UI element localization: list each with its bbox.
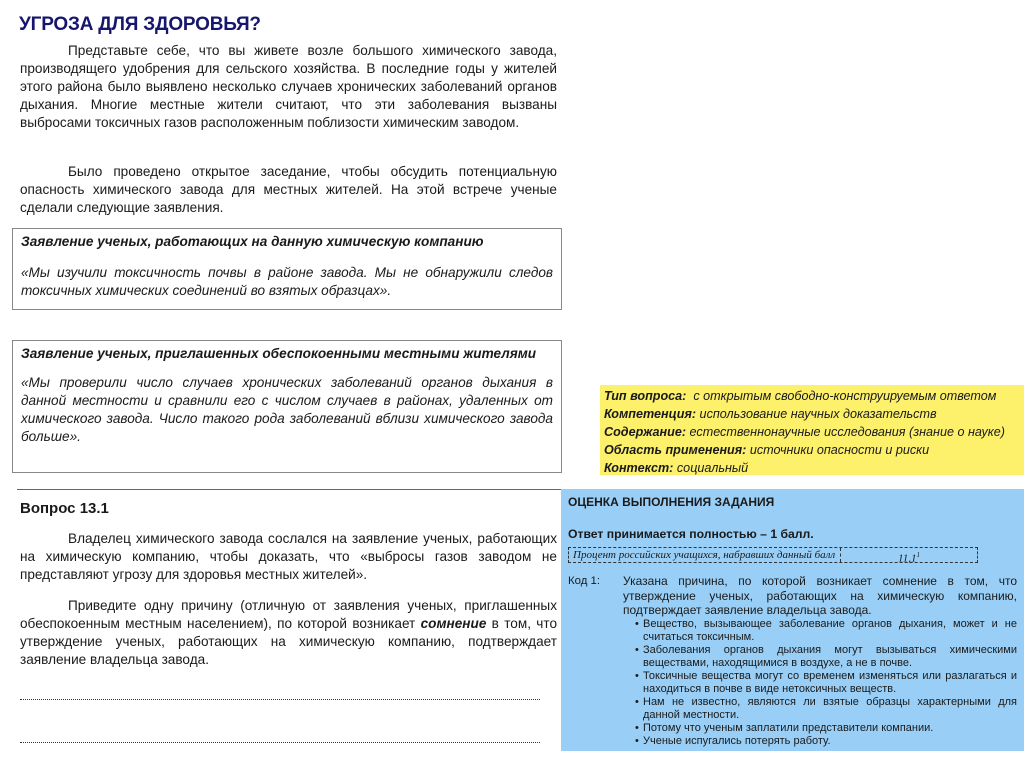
example-item: • Токсичные вещества могут со временем изменяться или разлагаться и находиться в почве в виде нетоксичных веществ. (635, 670, 1017, 696)
example-item: • Нам не известно, являются ли взятые образцы характерными для данной местности. (635, 696, 1017, 722)
example-item: • Ученые испугались потерять работу. (635, 735, 1017, 748)
intro-paragraph-1: Представьте себе, что вы живете возле большого химического завода, производящего удобрения для сельского хозяйства. В последние годы у жителей этого района было выявлено несколько случаев хронических заболеваний органов дыхания. Многие местные жители считают, что эти заболевания вызваны выбросами токсичных газов расположенным поблизости химическим заводом. (20, 43, 557, 130)
meta-key: Контекст: (604, 461, 674, 475)
percent-number: 11,1 (898, 552, 917, 565)
meta-key: Компетенция: (604, 407, 697, 421)
meta-value: с открытым свободно-конструируемым ответом (686, 389, 997, 403)
meta-value: использование научных доказательств (696, 407, 937, 421)
meta-key: Область применения: (604, 443, 747, 457)
code-description: Указана причина, по которой возникает сомнение в том, что утверждение ученых, работающих на химическую компанию, подтверждает заявление владельца завода. (623, 574, 1017, 617)
percent-value (841, 548, 977, 565)
meta-value: источники опасности и риски (746, 443, 930, 457)
question-paragraph-2 (20, 597, 557, 669)
statement-company-scientists (12, 228, 562, 310)
question-text: в том, что утверждение ученых, работающих на химическую компанию, подтверждает заявление владельца завода. (20, 616, 558, 667)
footnote-marker: 1 (916, 551, 920, 559)
meta-row-competence (604, 405, 1020, 423)
percent-label: Процент российских учащихся, набравших данный балл (569, 548, 841, 562)
full-credit-label: Ответ принимается полностью – 1 балл. (568, 527, 814, 541)
statement-quote: «Мы проверили число случаев хронических заболеваний органов дыхания в данной местности и сравнили его с числом случаев в районах, удаленных от химического завода. Число такого рода заболеваний вблизи химического завода больше». (21, 375, 553, 444)
scoring-title: ОЦЕНКА ВЫПОЛНЕНИЯ ЗАДАНИЯ (568, 495, 775, 509)
percent-table (568, 547, 978, 563)
scoring-panel (561, 489, 1024, 751)
question-paragraph-1: Владелец химического завода сослался на заявление ученых, работающих на химическую компанию, чтобы доказать, что «выбросы газов заводом не представляют угрозу для здоровья местных жителей». (20, 531, 557, 582)
meta-value: социальный (673, 461, 749, 475)
statement-heading: Заявление ученых, приглашенных обеспокоенными местными жителями (21, 346, 537, 361)
example-item: • Заболевания органов дыхания могут вызываться химическими веществами, находящимися в воздухе, а не в почве. (635, 644, 1017, 670)
meta-key: Тип вопроса: (604, 389, 687, 403)
meta-row-application-area (604, 441, 1020, 459)
page-title: УГРОЗА ДЛЯ ЗДОРОВЬЯ? (19, 14, 261, 35)
question-title: Вопрос 13.1 (20, 500, 109, 517)
meta-row-content (604, 423, 1020, 441)
statement-invited-scientists (12, 340, 562, 473)
meta-row-question-type (604, 387, 1020, 405)
meta-value: естественнонаучные исследования (знание о науке) (686, 425, 1005, 439)
meta-row-context (604, 459, 1020, 477)
question-meta-panel (600, 385, 1024, 475)
meta-key: Содержание: (604, 425, 687, 439)
divider (17, 489, 602, 490)
example-item: • Вещество, вызывающее заболевание органов дыхания, может и не считаться токсичным. (635, 618, 1017, 644)
answer-line-2[interactable] (20, 742, 540, 743)
example-item: • Потому что ученым заплатили представители компании. (635, 722, 1017, 735)
code-body (623, 574, 1017, 748)
intro-paragraph-2: Было проведено открытое заседание, чтобы обсудить потенциальную опасность химического завода для местных жителей. На этой встрече ученые сделали следующие заявления. (20, 164, 557, 215)
statement-heading: Заявление ученых, работающих на данную химическую компанию (21, 234, 484, 249)
statement-quote: «Мы изучили токсичность почвы в районе завода. Мы не обнаружили следов токсичных химических соединений во взятых образцах». (21, 265, 553, 298)
example-list (623, 618, 1017, 748)
answer-line-1[interactable] (20, 699, 540, 700)
code-1 (568, 574, 1017, 748)
code-label: Код 1: (568, 575, 601, 587)
question-text: Приведите одну причину (отличную от заявления ученых, приглашенных обеспокоенным местным населением), по которой возникает (20, 598, 557, 631)
emphasis-word: сомнение (420, 616, 487, 631)
